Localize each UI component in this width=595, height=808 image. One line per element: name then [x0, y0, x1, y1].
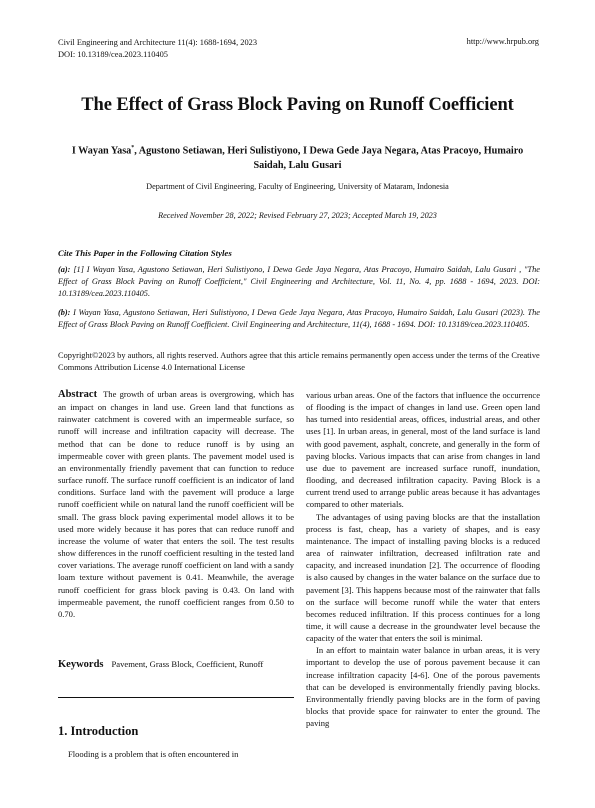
- section-divider: [58, 697, 294, 698]
- paper-title: The Effect of Grass Block Paving on Runoff Coefficient: [81, 95, 514, 115]
- citation-b-text: I Wayan Yasa, Agustono Setiawan, Heri Sulistiyono, I Dewa Gede Jaya Negara, Atas Pracoyo, Humairo Saidah, Lalu Gusari (2023). The Effect of Grass Block Paving on Runoff Coefficient. Civil Engineering and Architecture, 11(4), 1688 - 1694. DOI: 10.13189/cea.2023.110405.: [58, 308, 540, 330]
- right-column: [306, 389, 540, 729]
- corresponding-author: I Wayan Yasa: [71, 145, 132, 157]
- abstract-label: Abstract: [58, 389, 98, 400]
- copyright-notice: Copyright©2023 by authors, all rights reserved. Authors agree that this article remains permanently open access under the terms of the Creative Commons Attribution License 4.0 International License: [58, 351, 540, 372]
- keywords-block: [58, 658, 294, 672]
- citation-style-b: [58, 307, 540, 331]
- body-paragraph-1: various urban areas. One of the factors that influence the occurrence of flooding is the impact of changes in land use. Green open land has turned into residential areas, offices, industrial areas, and other uses [1]. In urban areas, in general, most of the land surface is land with good pavement, asphalt, concrete, and generally in the form of paving blocks. Various impacts that can arise from changes in land use due to pavement are increased surface runoff, inundation, flooding, and decreased infiltration capacity. Paving Block is a current trend used to arrange public areas because it has advantages compared to other materials.: [306, 390, 540, 510]
- section-heading: 1. Introduction: [58, 724, 139, 738]
- corresponding-mark: *: [131, 145, 135, 151]
- citation-a-label: (a):: [58, 265, 71, 274]
- abstract-block: [58, 388, 294, 620]
- author-list: [60, 141, 535, 173]
- journal-citation: Civil Engineering and Architecture 11(4): 1688-1694, 2023: [58, 38, 258, 47]
- citation-a-text: [1] I Wayan Yasa, Agustono Setiawan, Heri Sulistiyono, I Dewa Gede Jaya Negara, Atas Pracoyo, Humairo Saidah, Lalu Gusari , "The Effect of Grass Block Paving on Runoff Coefficient," Civil Engineering and Architecture, Vol. 11, No. 4, pp. 1688 - 1694, 2023. DOI: 10.13189/cea.2023.110405.: [58, 265, 540, 299]
- citation-heading: Cite This Paper in the Following Citation Styles: [58, 248, 232, 258]
- intro-paragraph: Flooding is a problem that is often encountered in: [68, 749, 239, 759]
- journal-header: [58, 37, 257, 61]
- citation-b-label: (b):: [58, 308, 71, 317]
- affiliation: Department of Civil Engineering, Faculty of Engineering, University of Mataram, Indonesia: [146, 182, 449, 191]
- keywords-label: Keywords: [58, 659, 104, 670]
- abstract-text: The growth of urban areas is overgrowing, which has an impact on changes in land use. Green land that functions as rainwater catchment is covered with an impermeable surface, so runoff will increase and infiltration capacity will decrease. The method that can be done to reduce runoff is by using an impermeable cover with green plants. The pavement model used is an environmentally friendly pavement that can function to reduce surface runoff. The surface runoff coefficient is an indicator of land conditions. Surface land with the pavement will produce a large runoff coefficient while on natural land the runoff coefficient will be small. The grass block paving experimental model allows it to be used more widely because it has pores that can reduce runoff and increase the volume of water that enters the soil. The test results show differences in the runoff coefficient resulting in the tested land cover variations. The average runoff coefficient on land with a sandy loam texture without pavement is 0.41. Meanwhile, the average runoff coefficient for grass block paving is 0.43. On land with impermeable pavement, the runoff coefficient ranges from 0.50 to 0.70.: [58, 389, 294, 619]
- journal-url-link[interactable]: http://www.hrpub.org: [466, 37, 539, 46]
- keywords-text: Pavement, Grass Block, Coefficient, Runoff: [111, 659, 264, 669]
- header-doi: DOI: 10.13189/cea.2023.110405: [58, 50, 168, 59]
- body-paragraph-3: In an effort to maintain water balance in urban areas, it is very important to develop the use of porous pavement because it can increase infiltration capacity [4-6]. One of the porous pavements that can be developed is environmentally friendly paving blocks. Environmentally friendly paving blocks are in the form of paving blocks that provide space for rainwater to enter the ground. The paving: [306, 645, 540, 729]
- body-paragraph-2: The advantages of using paving blocks are that the installation process is fast, cheap, has a variety of shapes, and is easy maintenance. The impact of installing paving blocks is a reduced area of rainwater infiltration, decreased infiltration rate and capacity, and increased inundation [2]. The occurrence of flooding is also caused by changes in the water balance on the surface due to pavement [3]. This happens because most of the rainwater that falls on the surface will become runoff while the water that enters becomes reduced infiltration. If this process continues for a long time, it will cause a decrease in the groundwater level because the capacity of the water that enters the soil is minimal.: [306, 511, 540, 644]
- citation-style-a: [58, 264, 540, 301]
- submission-dates: Received November 28, 2022; Revised February 27, 2023; Accepted March 19, 2023: [158, 211, 437, 220]
- co-authors: , Agustono Setiawan, Heri Sulistiyono, I Dewa Gede Jaya Negara, Atas Pracoyo, Humairo Saidah, Lalu Gusari: [134, 145, 524, 172]
